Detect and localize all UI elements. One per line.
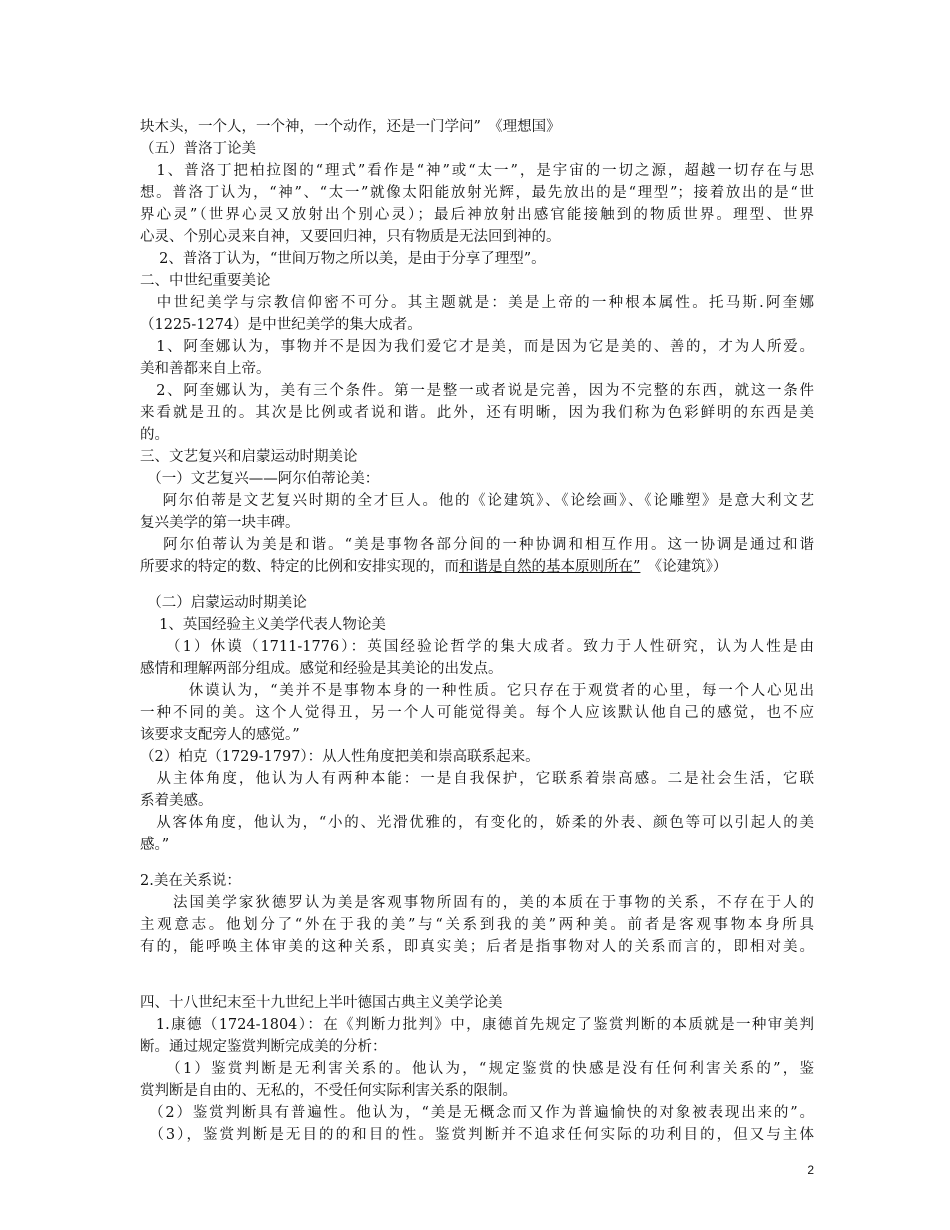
section-heading: （五）普洛丁论美: [140, 141, 256, 157]
underlined-quote: 和谐是自然的基本原则所在”: [459, 559, 641, 575]
text-line: 复兴美学的第一块丰碑。: [140, 515, 300, 531]
text-line: 界心灵”（世界心灵又放射出个别心灵）；最后神放射出感官能接触到的物质世界。理型、世界: [140, 207, 814, 223]
text-line: （3），鉴赏判断是无目的的和目的性。鉴赏判断并不追求任何实际的功利目的，但又与主体: [140, 1127, 814, 1143]
subsection-heading: 2.美在关系说：: [140, 873, 241, 889]
text-line: 赏判断是自由的、无私的，不受任何实际利害关系的限制。: [140, 1083, 517, 1099]
citation: 《论建筑》）: [640, 559, 728, 575]
text-line: 块木头，一个人，一个神，一个动作，还是一门学问” 《理想国》: [140, 119, 561, 135]
subsection-heading: （二）启蒙运动时期美论: [140, 595, 307, 611]
text-line: 该要求支配旁人的感觉。”: [140, 727, 300, 743]
text-line: 感。”: [140, 837, 170, 853]
section-heading: 四、十八世纪末至十九世纪上半叶德国古典主义美学论美: [140, 995, 503, 1011]
text-line: 断。通过规定鉴赏判断完成美的分析：: [140, 1039, 387, 1055]
text-line: 1、阿奎娜认为，事物并不是因为我们爱它才是美，而是因为它是美的、善的，才为人所爱。: [140, 339, 814, 355]
text-line: 中世纪美学与宗教信仰密不可分。其主题就是：美是上帝的一种根本属性。托马斯.阿奎娜: [140, 295, 814, 311]
subsection-heading: （一）文艺复兴——阿尔伯蒂论美：: [140, 471, 380, 487]
text-line: 来看就是丑的。其次是比例或者说和谐。此外，还有明晰，因为我们称为色彩鲜明的东西是美: [140, 405, 814, 421]
text-line: 有的，能呼唤主体审美的这种关系，即真实美；后者是指事物对人的关系而言的，即相对美。: [140, 939, 814, 955]
text-line: （1225-1274）是中世纪美学的集大成者。: [140, 317, 422, 333]
text-line: 阿尔伯蒂是文艺复兴时期的全才巨人。他的《论建筑》、《论绘画》、《论雕塑》是意大利文艺: [140, 493, 814, 509]
text-line: 2、阿奎娜认为，美有三个条件。第一是整一或者说是完善，因为不完整的东西，就这一条件: [140, 383, 814, 399]
text-segment: 所要求的特定的数、特定的比例和安排实现的，而: [140, 559, 459, 575]
text-line: [140, 556, 814, 578]
text-line: 2、普洛丁认为，“世间万物之所以美，是由于分享了理型”。: [140, 251, 546, 267]
text-line: 1.康德（1724-1804）：在《判断力批判》中，康德首先规定了鉴赏判断的本质就是一种审美判: [140, 1017, 814, 1033]
text-line: 休谟认为，“美并不是事物本身的一种性质。它只存在于观赏者的心里，每一个人心见出: [140, 683, 814, 699]
page-number: 2: [807, 1163, 814, 1177]
section-heading: 三、文艺复兴和启蒙运动时期美论: [140, 449, 358, 465]
text-line: 心灵、个别心灵来自神，又要回归神，只有物质是无法回到神的。: [140, 229, 561, 245]
section-heading: 二、中世纪重要美论: [140, 273, 271, 289]
text-line: 的。: [140, 427, 169, 443]
text-line: 想。普洛丁认为，“神”、“太一”就像太阳能放射光辉，最先放出的是“理型”；接着放出的是“世: [140, 185, 814, 201]
text-line: 从主体角度，他认为人有两种本能：一是自我保护，它联系着崇高感。二是社会生活，它联: [140, 771, 814, 787]
text-line: （2）鉴赏判断具有普遍性。他认为，“美是无概念而又作为普遍愉快的对象被表现出来的”。: [140, 1105, 814, 1121]
text-line: 美和善都来自上帝。: [140, 361, 271, 377]
text-line: 阿尔伯蒂认为美是和谐。“美是事物各部分间的一种协调和相互作用。这一协调是通过和谐: [140, 537, 814, 553]
subsection-heading: 1、英国经验主义美学代表人物论美: [140, 617, 386, 633]
text-line: 感情和理解两部分组成。感觉和经验是其美论的出发点。: [140, 661, 503, 677]
text-line: 从客体角度，他认为，“小的、光滑优雅的，有变化的，娇柔的外表、颜色等可以引起人的美: [140, 815, 814, 831]
text-line: （1）休谟（1711-1776）：英国经验论哲学的集大成者。致力于人性研究，认为人性是由: [140, 639, 814, 655]
text-line: 系着美感。: [140, 793, 213, 809]
text-line: （2）柏克（1729-1797）：从人性角度把美和崇高联系起来。: [140, 749, 540, 765]
text-line: 一种不同的美。这个人觉得丑，另一个人可能觉得美。每个人应该默认他自己的感觉，也不应: [140, 705, 814, 721]
text-line: 主观意志。他划分了“外在于我的美”与“关系到我的美”两种美。前者是客观事物本身所具: [140, 917, 814, 933]
text-line: （1）鉴赏判断是无利害关系的。他认为，“规定鉴赏的快感是没有任何利害关系的”，鉴: [140, 1061, 814, 1077]
text-line: 法国美学家狄德罗认为美是客观事物所固有的，美的本质在于事物的关系，不存在于人的: [140, 895, 814, 911]
text-line: 1、普洛丁把柏拉图的“理式”看作是“神”或“太一”，是宇宙的一切之源，超越一切存在与思: [140, 163, 814, 179]
